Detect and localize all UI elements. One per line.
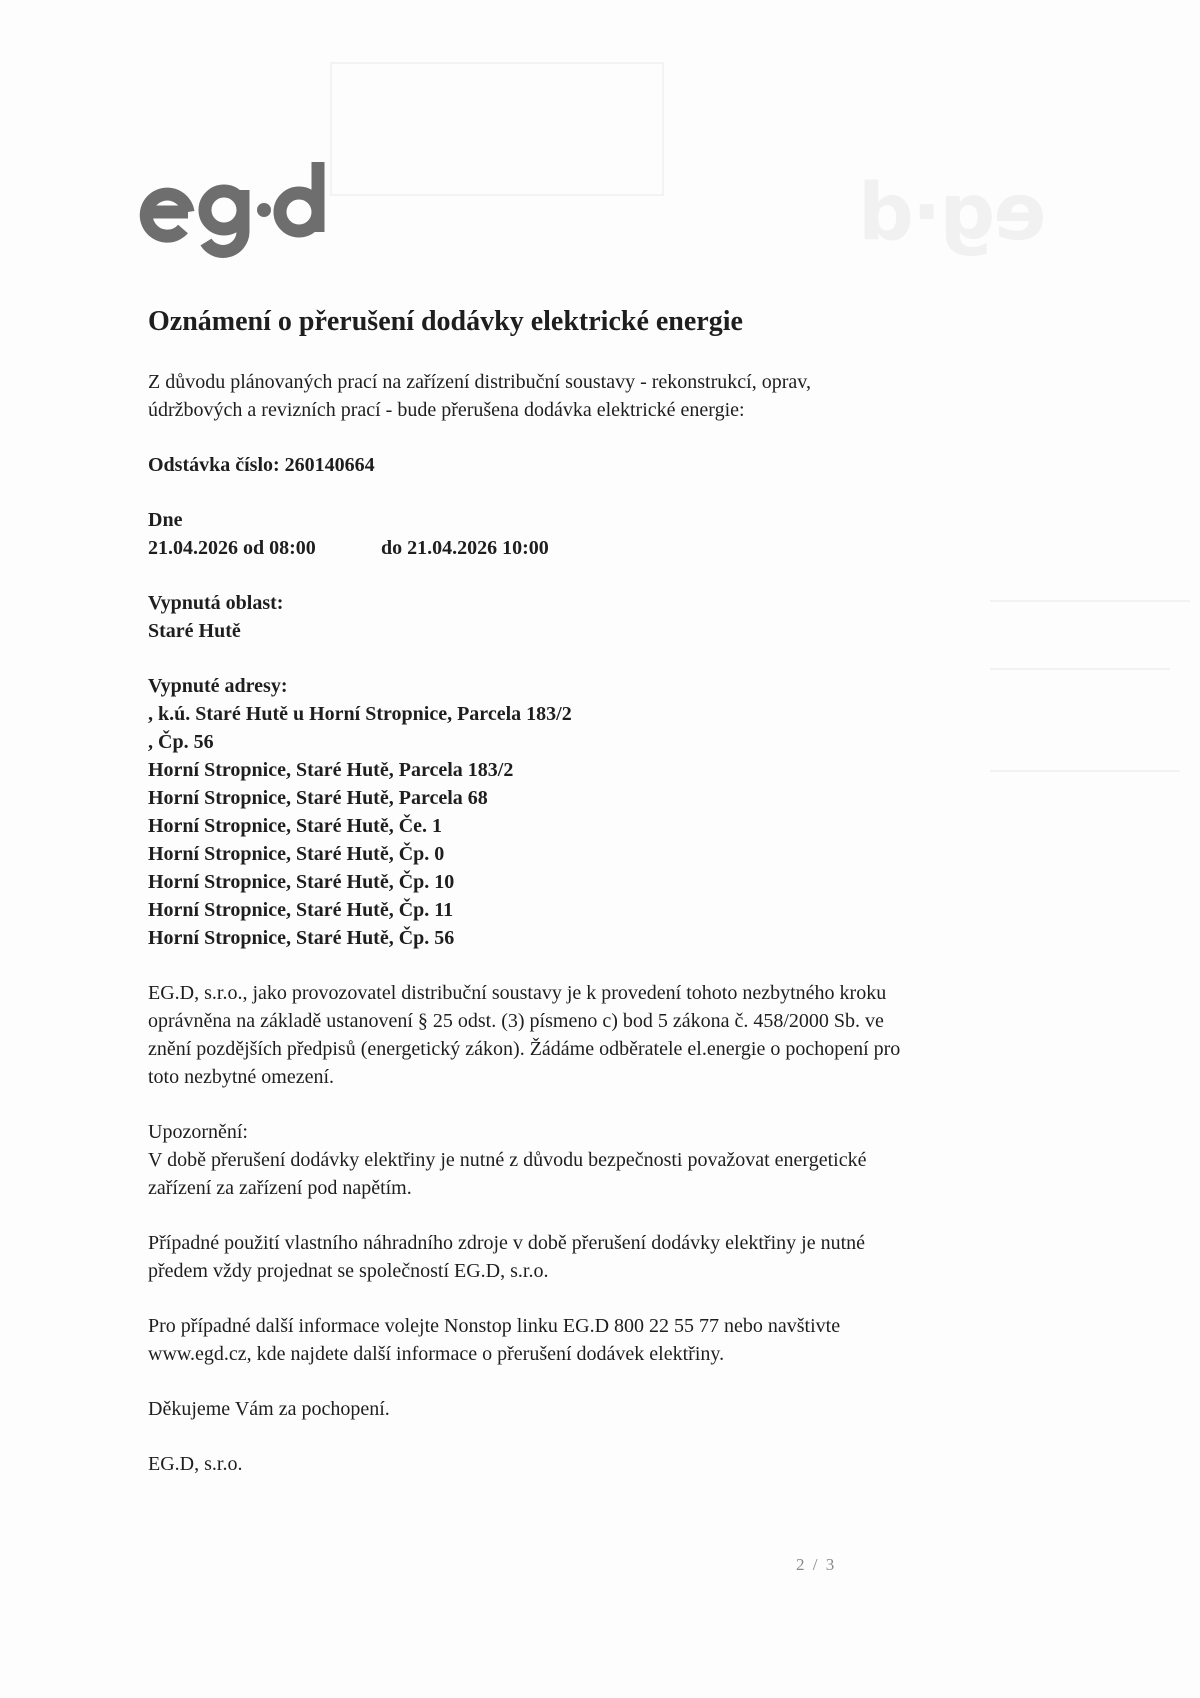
address-list xyxy=(148,700,1048,952)
intro-line-2: údržbových a revizních prací - bude přerušena dodávka elektrické energie: xyxy=(148,399,745,421)
address-item: Horní Stropnice, Staré Hutě, Čp. 10 xyxy=(148,871,455,893)
warning-line-2: zařízení za zařízení pod napětím. xyxy=(148,1177,412,1199)
outage-time-range xyxy=(148,534,1048,562)
egd-logo-graphic xyxy=(136,150,346,260)
addresses-label: Vypnuté adresy: xyxy=(148,675,288,697)
address-item: Horní Stropnice, Staré Hutě, Če. 1 xyxy=(148,815,443,837)
page-number: 2 / 3 xyxy=(796,1555,837,1574)
outage-number: Odstávka číslo: 260140664 xyxy=(148,454,375,476)
address-item: , Čp. 56 xyxy=(148,731,214,753)
intro-line-1: Z důvodu plánovaných prací na zařízení distribuční soustavy - rekonstrukcí, oprav, xyxy=(148,371,811,393)
notice-body xyxy=(148,302,1048,1478)
warning-heading: Upozornění: xyxy=(148,1121,248,1143)
address-item: , k.ú. Staré Hutě u Horní Stropnice, Parcela 183/2 xyxy=(148,703,572,725)
warning-line-1: V době přerušení dodávky elektřiny je nutné z důvodu bezpečnosti považovat energetické xyxy=(148,1149,867,1171)
address-item: Horní Stropnice, Staré Hutě, Čp. 56 xyxy=(148,927,455,949)
address-item: Horní Stropnice, Staré Hutě, Čp. 11 xyxy=(148,899,454,921)
bleed-through-logo: eg·d xyxy=(860,168,1047,258)
backup-line-1: Případné použití vlastního náhradního zdroje v době přerušení dodávky elektřiny je nutné xyxy=(148,1232,866,1254)
egd-logo xyxy=(136,150,346,260)
outage-from: 21.04.2026 od 08:00 xyxy=(148,537,316,559)
outage-day-label: Dne xyxy=(148,509,183,531)
legal-line-4: toto nezbytné omezení. xyxy=(148,1066,335,1088)
address-item: Horní Stropnice, Staré Hutě, Čp. 0 xyxy=(148,843,445,865)
area-label: Vypnutá oblast: xyxy=(148,592,284,614)
address-item: Horní Stropnice, Staré Hutě, Parcela 183/2 xyxy=(148,759,514,781)
thanks-line: Děkujeme Vám za pochopení. xyxy=(148,1398,390,1420)
address-item: Horní Stropnice, Staré Hutě, Parcela 68 xyxy=(148,787,488,809)
signature: EG.D, s.r.o. xyxy=(148,1453,243,1475)
legal-line-1: EG.D, s.r.o., jako provozovatel distribuční soustavy je k provedení tohoto nezbytného kroku xyxy=(148,982,887,1004)
legal-line-3: znění pozdějších předpisů (energetický zákon). Žádáme odběratele el.energie o pochopení pro xyxy=(148,1038,901,1060)
backup-line-2: předem vždy projednat se společností EG.D, s.r.o. xyxy=(148,1260,549,1282)
contact-line-2: www.egd.cz, kde najdete další informace o přerušení dodávek elektřiny. xyxy=(148,1343,725,1365)
contact-line-1: Pro případné další informace volejte Nonstop linku EG.D 800 22 55 77 nebo navštivte xyxy=(148,1315,841,1337)
area-value: Staré Hutě xyxy=(148,620,241,642)
legal-line-2: oprávněna na základě ustanovení § 25 odst. (3) písmeno c) bod 5 zákona č. 458/2000 Sb. ve xyxy=(148,1010,884,1032)
page-title: Oznámení o přerušení dodávky elektrické energie xyxy=(148,306,743,337)
bleed-through-frame xyxy=(330,62,664,196)
outage-to: do 21.04.2026 10:00 xyxy=(381,537,549,559)
